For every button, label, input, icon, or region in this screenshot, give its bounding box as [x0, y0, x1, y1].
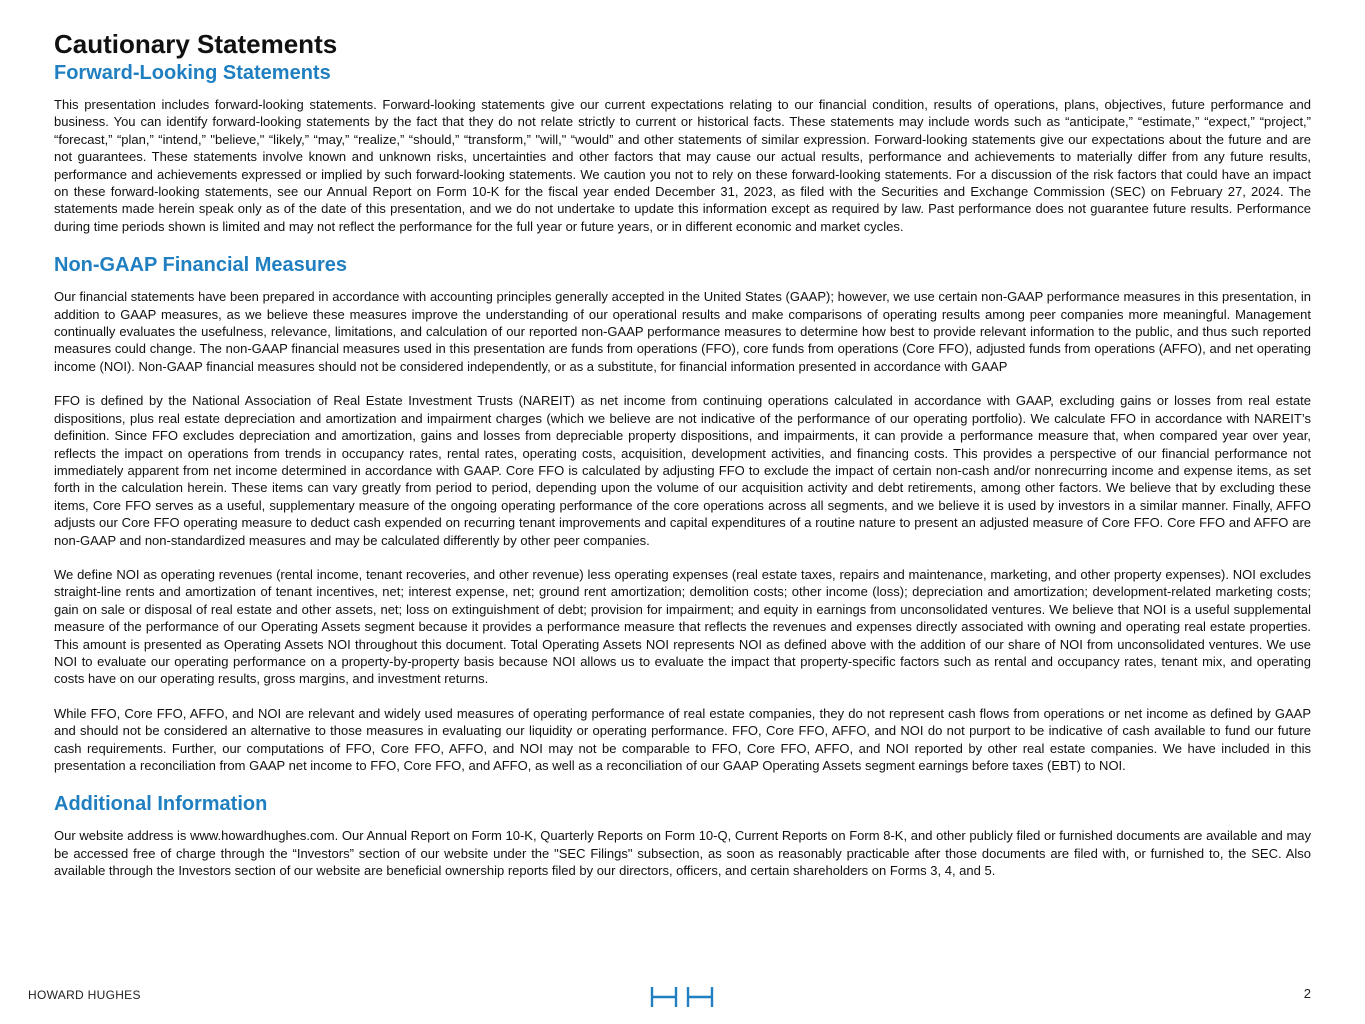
non-gaap-heading: Non-GAAP Financial Measures	[54, 254, 348, 277]
footer-company-name: HOWARD HUGHES	[28, 988, 141, 1002]
additional-info-paragraph: Our website address is www.howardhughes.com. Our Annual Report on Form 10-K, Quarterly Reports on Form 10-Q, Current Reports on Form 8-K, and other publicly filed or furnished documents are available and may be accessed free of charge through the “Investors” section of our website under the "SEC Filings" subsection, as soon as reasonably practicable after those documents are filed with, or furnished to, the SEC. Also available through the Investors section of our website are beneficial ownership reports filed by our directors, officers, and certain shareholders on Forms 3, 4, and 5.	[54, 828, 1311, 879]
non-gaap-paragraph-2: FFO is defined by the National Association of Real Estate Investment Trusts (NAREIT) as net income from continuing operations calculated in accordance with GAAP, excluding gains or losses from real estate dispositions, plus real estate depreciation and amortization and impairment charges (which we believe are not indicative of the performance of our operating portfolio). We calculate FFO in accordance with NAREIT’s definition. Since FFO excludes depreciation and amortization, gains and losses from depreciable property dispositions, and impairments, it can provide a performance measure that, when compared year over year, reflects the impact on operations from trends in occupancy rates, rental rates, operating costs, acquisition, development activities, and financing costs. This provides a perspective of our financial performance not immediately apparent from net income determined in accordance with GAAP. Core FFO is calculated by adjusting FFO to exclude the impact of certain non-cash and/or nonrecurring income and expense items, as set forth in the calculation herein. These items can vary greatly from period to period, depending upon the volume of our acquisition activity and debt retirements, among other factors. We believe that by excluding these items, Core FFO serves as a useful, supplementary measure of the ongoing operating performance of the core operations across all segments, and we believe it is used by investors in a similar manner. Finally, AFFO adjusts our Core FFO operating measure to deduct cash expended on recurring tenant improvements and capital expenditures of a routine nature to present an adjusted measure of Core FFO. Core FFO and AFFO are non-GAAP and non-standardized measures and may be calculated differently by other peer companies.	[54, 393, 1311, 548]
forward-looking-paragraph: This presentation includes forward-looking statements. Forward-looking statements give our current expectations relating to our financial condition, results of operations, plans, objectives, future performance and business. You can identify forward-looking statements by the fact that they do not relate strictly to current or historical facts. These statements may include words such as “anticipate,” “estimate,” “expect,” “project,” “forecast,” “plan,” “intend,” "believe," “likely,” “may,” “realize,” “should,” “transform,” "will," “would” and other statements of similar expression. Forward-looking statements give our expectations about the future and are not guarantees. These statements involve known and unknown risks, uncertainties and other factors that may cause our actual results, performance and achievements to materially differ from any future results, performance and achievements expressed or implied by such forward-looking statements. We caution you not to rely on these forward-looking statements. For a discussion of the risk factors that could have an impact on these forward-looking statements, see our Annual Report on Form 10-K for the fiscal year ended December 31, 2023, as filed with the Securities and Exchange Commission (SEC) on February 27, 2024. The statements made herein speak only as of the date of this presentation, and we do not undertake to update this information except as required by law. Past performance does not guarantee future results. Performance during time periods shown is limited and may not reflect the performance for the full year or future years, or in different economic and market cycles.	[54, 97, 1311, 234]
non-gaap-paragraph-1: Our financial statements have been prepared in accordance with accounting principles generally accepted in the United States (GAAP); however, we use certain non-GAAP performance measures in this presentation, in addition to GAAP measures, as we believe these measures improve the understanding of our operational results and make comparisons of operating results among peer companies more meaningful. Management continually evaluates the usefulness, relevance, limitations, and calculation of our reported non-GAAP performance measures to determine how best to provide relevant information to the public, and thus such reported measures could change. The non-GAAP financial measures used in this presentation are funds from operations (FFO), core funds from operations (Core FFO), adjusted funds from operations (AFFO), and net operating income (NOI). Non-GAAP financial measures should not be considered independently, or as a substitute, for financial information presented in accordance with GAAP	[54, 289, 1311, 374]
hh-logo-icon	[650, 985, 716, 1009]
document-page	[54, 28, 1311, 880]
additional-info-heading: Additional Information	[54, 793, 268, 816]
forward-looking-heading: Forward-Looking Statements	[54, 62, 331, 84]
non-gaap-paragraph-3: We define NOI as operating revenues (rental income, tenant recoveries, and other revenue) less operating expenses (real estate taxes, repairs and maintenance, marketing, and other property expenses). NOI excludes straight-line rents and amortization of tenant incentives, net; interest expense, net; ground rent amortization; demolition costs; other income (loss); depreciation and amortization; development-related marketing costs; gain on sale or disposal of real estate and other assets, net; loss on extinguishment of debt; provision for impairment; and equity in earnings from unconsolidated ventures. We believe that NOI is a useful supplemental measure of the performance of our Operating Assets segment because it provides a performance measure that reflects the revenues and expenses directly associated with owning and operating real estate properties. This amount is presented as Operating Assets NOI throughout this document. Total Operating Assets NOI represents NOI as defined above with the addition of our share of NOI from unconsolidated ventures. We use NOI to evaluate our operating performance on a property-by-property basis because NOI allows us to evaluate the impact that property-specific factors such as rental and occupancy rates, tenant mix, and operating costs have on our operating results, gross margins, and investment returns.	[54, 566, 1311, 687]
non-gaap-paragraph-4: While FFO, Core FFO, AFFO, and NOI are relevant and widely used measures of operating performance of real estate companies, they do not represent cash flows from operations or net income as defined by GAAP and should not be considered an alternative to those measures in evaluating our liquidity or operating performance. FFO, Core FFO, AFFO, and NOI do not purport to be indicative of cash available to fund our future cash requirements. Further, our computations of FFO, Core FFO, AFFO, and NOI may not be comparable to FFO, Core FFO, AFFO, and NOI reported by other real estate companies. We have included in this presentation a reconciliation from GAAP net income to FFO, Core FFO, and AFFO, as well as a reconciliation of our GAAP Operating Assets segment earnings before taxes (EBT) to NOI.	[54, 705, 1311, 773]
page-title: Cautionary Statements	[54, 29, 338, 59]
page-number: 2	[1303, 986, 1311, 1001]
